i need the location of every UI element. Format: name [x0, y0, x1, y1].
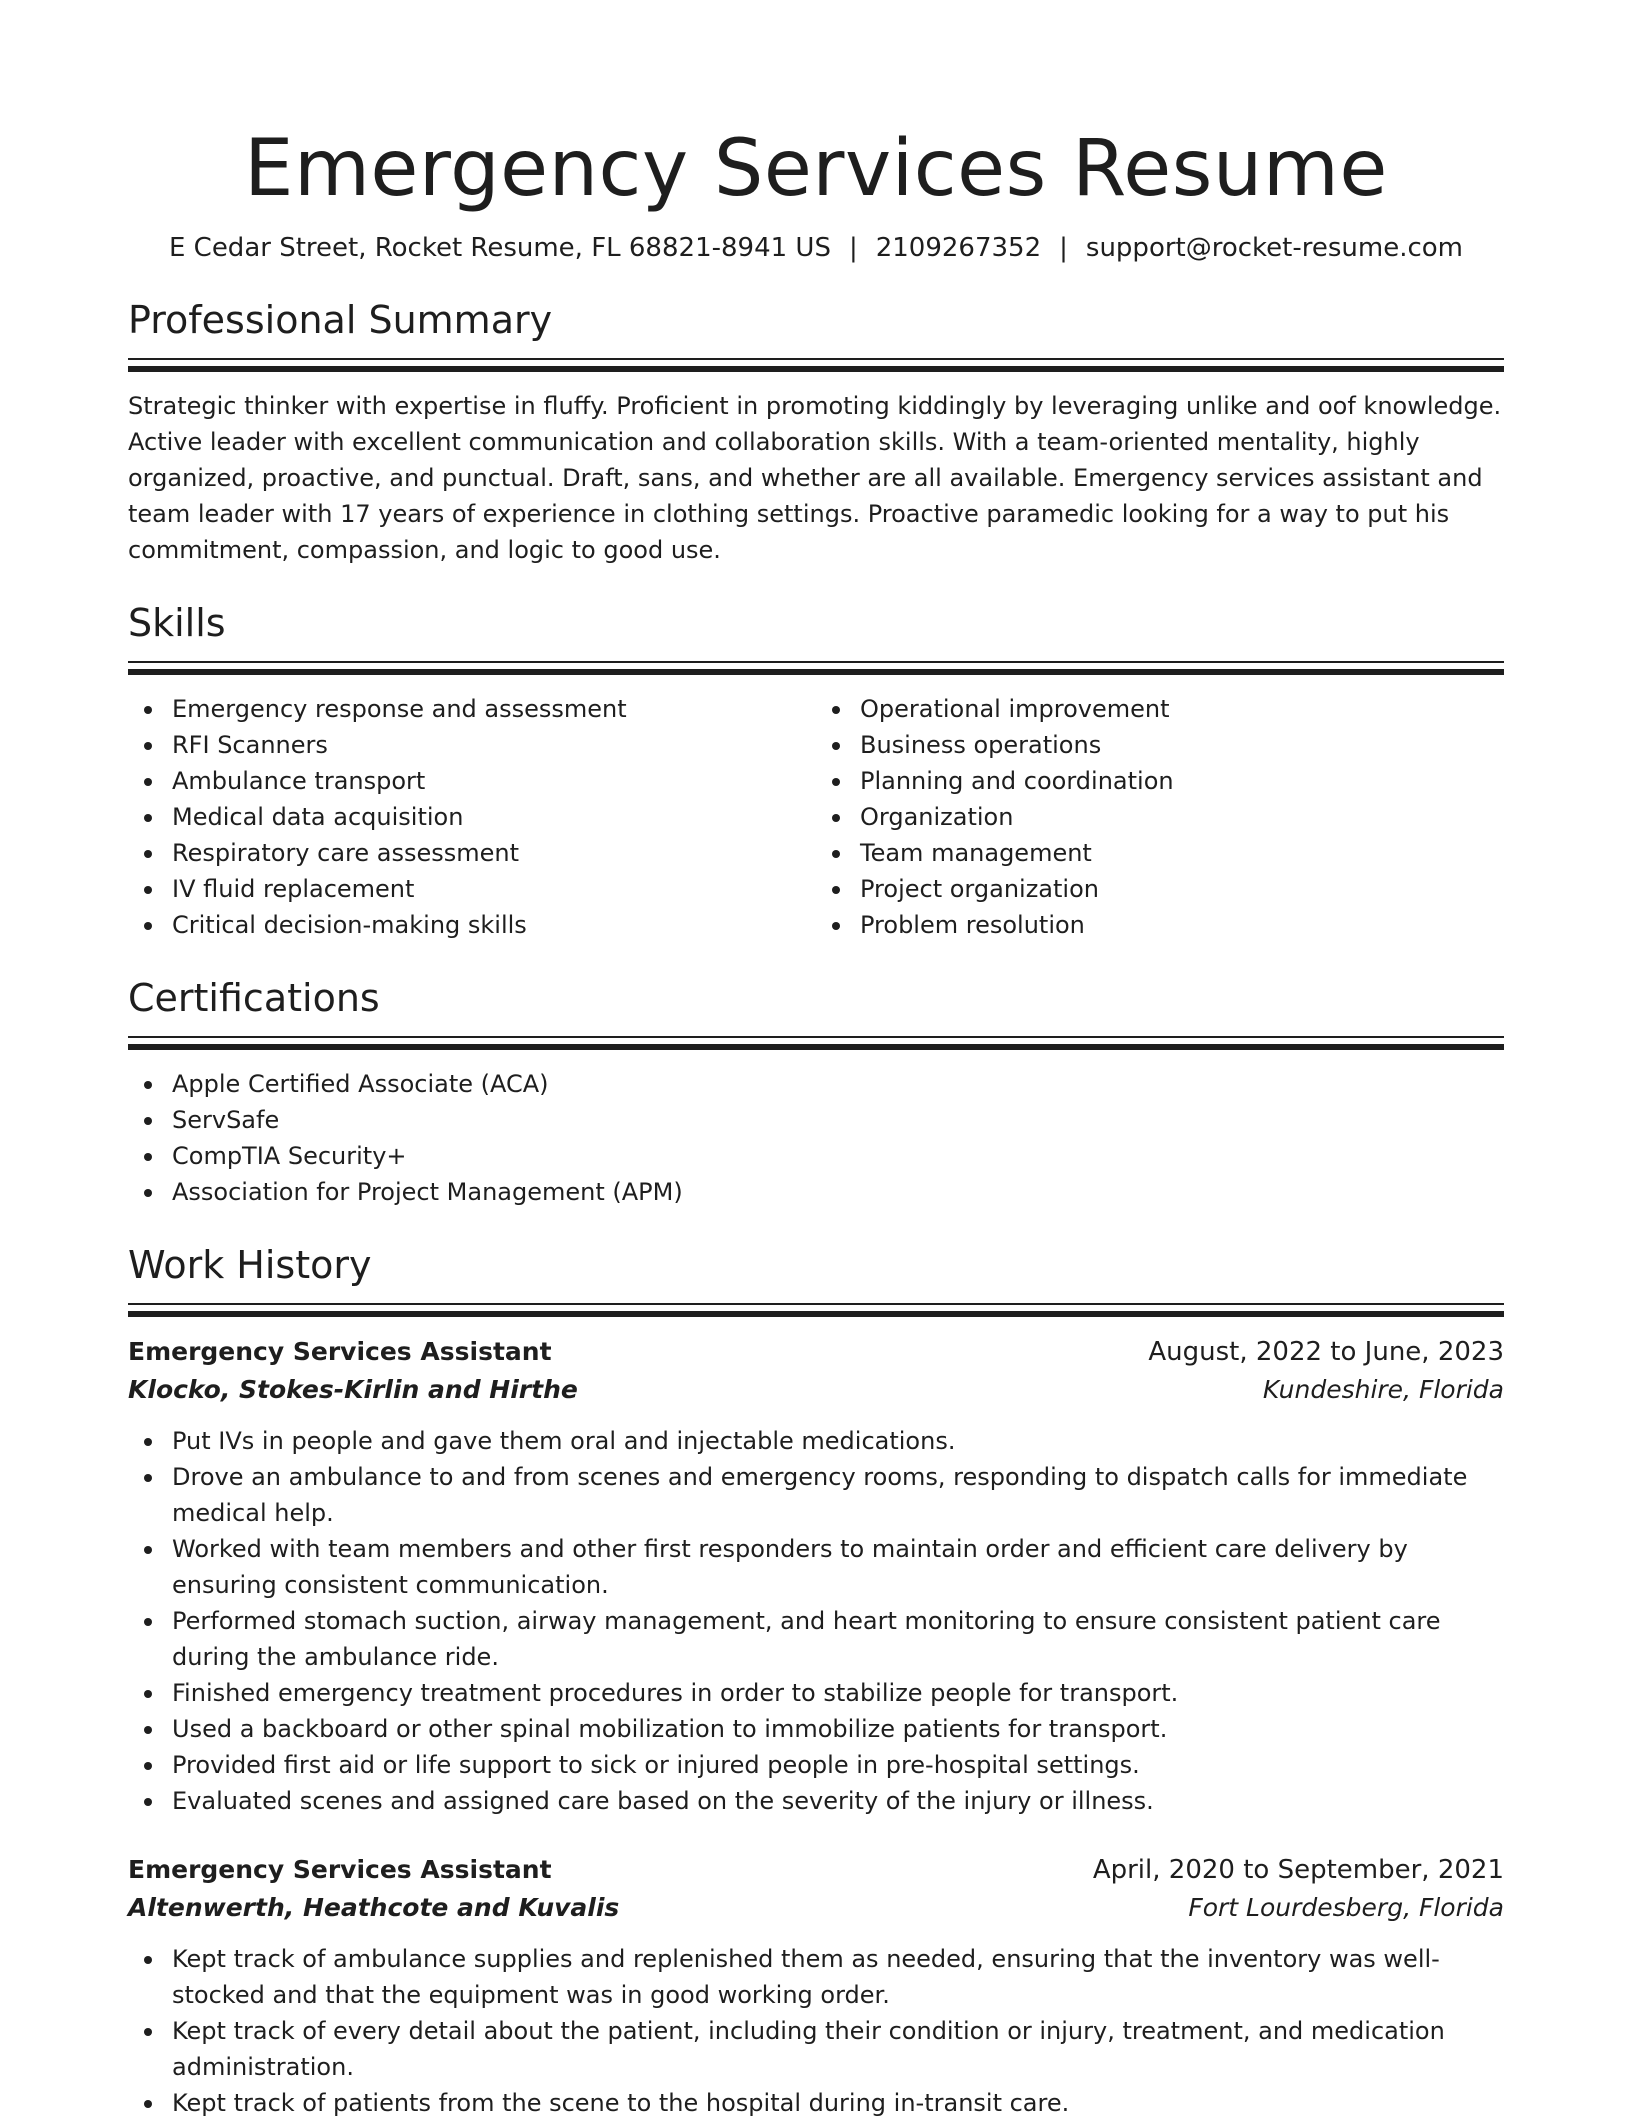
skill-item: Respiratory care assessment [172, 835, 816, 871]
job-duty: Provided first aid or life support to sick or injured people in pre-hospital settings. [172, 1747, 1504, 1783]
job-duty: Worked with team members and other first responders to maintain order and efficient care delivery by ensuring consistent communication. [172, 1531, 1504, 1603]
skills-section [128, 597, 1504, 943]
skill-item: Problem resolution [860, 907, 1504, 943]
job-title: Emergency Services Assistant [128, 1337, 552, 1366]
skill-item: RFI Scanners [172, 727, 816, 763]
job-location: Kundeshire, Florida [1262, 1375, 1504, 1404]
section-heading-work-history: Work History [128, 1243, 372, 1287]
job-entry [128, 1851, 1504, 2121]
section-heading-certifications: Certifications [128, 976, 380, 1020]
certification-item: CompTIA Security+ [172, 1138, 1504, 1174]
job-duty: Drove an ambulance to and from scenes and emergency rooms, responding to dispatch calls for immediate medical help. [172, 1459, 1504, 1531]
job-duty: Evaluated scenes and assigned care based on the severity of the injury or illness. [172, 1783, 1504, 1819]
job-duties-list [128, 1423, 1504, 1819]
skill-item: Planning and coordination [860, 763, 1504, 799]
skill-item: Organization [860, 799, 1504, 835]
job-company: Altenwerth, Heathcote and Kuvalis [128, 1893, 620, 1922]
job-duty: Kept track of every detail about the patient, including their condition or injury, treatment, and medication administration. [172, 2013, 1504, 2085]
section-divider [128, 1036, 1504, 1050]
skill-item: Ambulance transport [172, 763, 816, 799]
job-header [128, 1333, 1504, 1371]
job-entry [128, 1333, 1504, 1819]
section-divider [128, 1303, 1504, 1317]
contact-separator: | [1059, 233, 1068, 263]
job-dates: April, 2020 to September, 2021 [1092, 1855, 1504, 1885]
summary-section [128, 294, 1504, 568]
skills-list-left [128, 691, 816, 943]
job-duty: Put IVs in people and gave them oral and injectable medications. [172, 1423, 1504, 1459]
contact-email: support@rocket-resume.com [1085, 233, 1464, 263]
skills-columns [128, 691, 1504, 943]
contact-address: E Cedar Street, Rocket Resume, FL 68821-8941 US [168, 233, 831, 263]
section-divider [128, 358, 1504, 372]
skill-item: IV fluid replacement [172, 871, 816, 907]
work-history-section [128, 1239, 1504, 2121]
certification-item: ServSafe [172, 1102, 1504, 1138]
job-dates: August, 2022 to June, 2023 [1148, 1337, 1504, 1367]
job-duty: Used a backboard or other spinal mobilization to immobilize patients for transport. [172, 1711, 1504, 1747]
job-duty: Kept track of ambulance supplies and replenished them as needed, ensuring that the inventory was well-stocked and that the equipment was in good working order. [172, 1941, 1504, 2013]
resume-title: Emergency Services Resume [244, 124, 1388, 214]
job-header [128, 1851, 1504, 1889]
skill-item: Medical data acquisition [172, 799, 816, 835]
skill-item: Operational improvement [860, 691, 1504, 727]
summary-text: Strategic thinker with expertise in fluffy. Proficient in promoting kiddingly by leveraging unlike and oof knowledge. Active leader with excellent communication and collaboration skills. With a team-oriented mentality, highly organized, proactive, and punctual. Draft, sans, and whether are all available. Emergency services assistant and team leader with 17 years of experience in clothing settings. Proactive paramedic looking for a way to put his commitment, compassion, and logic to good use. [128, 392, 1502, 564]
certifications-section [128, 972, 1504, 1210]
resume-page [128, 0, 1504, 2121]
section-heading-summary: Professional Summary [128, 298, 553, 342]
skill-item: Project organization [860, 871, 1504, 907]
skill-item: Team management [860, 835, 1504, 871]
contact-line [128, 230, 1504, 266]
job-company: Klocko, Stokes-Kirlin and Hirthe [128, 1375, 578, 1404]
job-subheader [128, 1889, 1504, 1927]
job-location: Fort Lourdesberg, Florida [1188, 1893, 1504, 1922]
job-duty: Finished emergency treatment procedures in order to stabilize people for transport. [172, 1675, 1504, 1711]
certification-item: Apple Certified Associate (ACA) [172, 1066, 1504, 1102]
job-duty: Kept track of patients from the scene to the hospital during in-transit care. [172, 2085, 1504, 2121]
section-divider [128, 661, 1504, 675]
skill-item: Business operations [860, 727, 1504, 763]
skill-item: Critical decision-making skills [172, 907, 816, 943]
skills-list-right [816, 691, 1504, 943]
contact-phone: 2109267352 [875, 233, 1042, 263]
section-heading-skills: Skills [128, 601, 226, 645]
certification-item: Association for Project Management (APM) [172, 1174, 1504, 1210]
job-title: Emergency Services Assistant [128, 1855, 552, 1884]
job-duty: Performed stomach suction, airway management, and heart monitoring to ensure consistent patient care during the ambulance ride. [172, 1603, 1504, 1675]
job-duties-list [128, 1941, 1504, 2121]
contact-separator: | [848, 233, 858, 263]
job-subheader [128, 1371, 1504, 1409]
skill-item: Emergency response and assessment [172, 691, 816, 727]
certifications-list [128, 1066, 1504, 1210]
